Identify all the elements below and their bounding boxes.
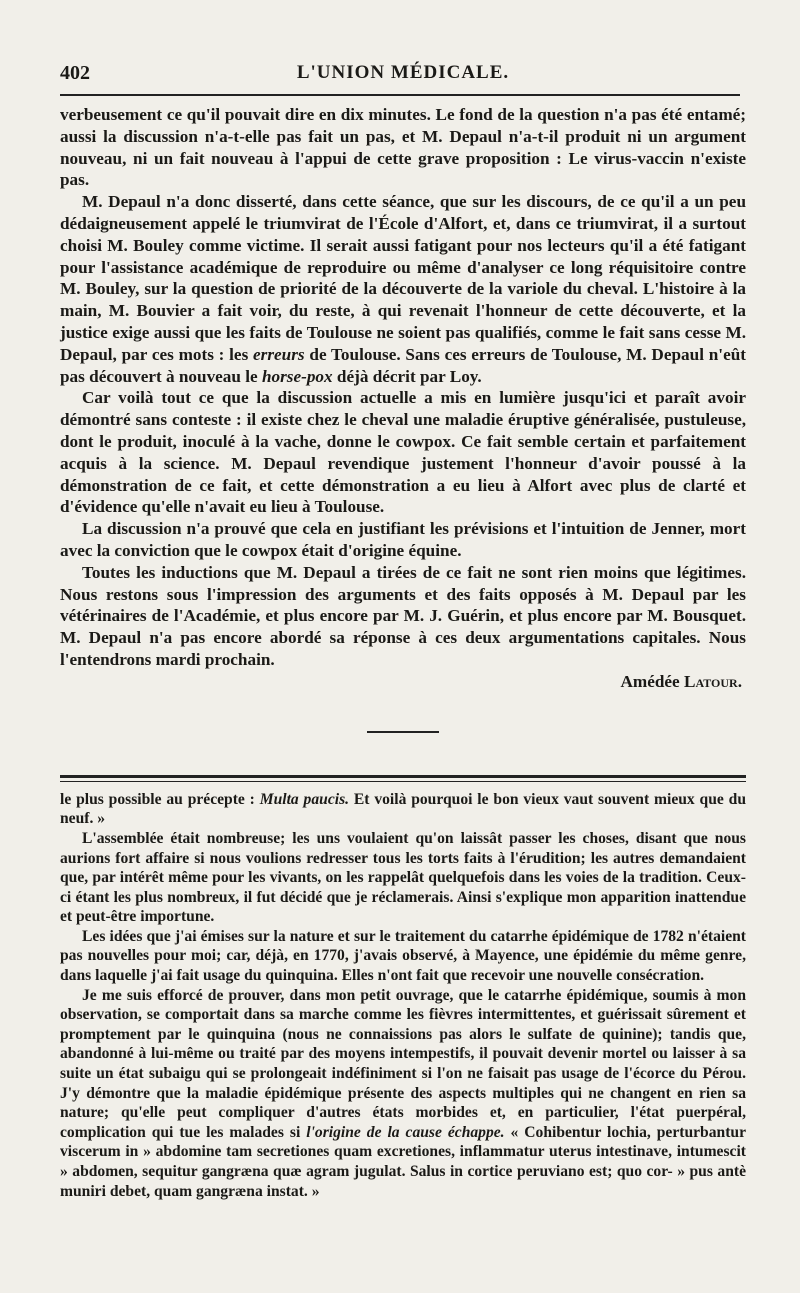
emphasis-multa-paucis: Multa paucis. <box>259 790 350 808</box>
feuilleton-paragraph-1 <box>60 790 746 829</box>
page-header <box>60 56 746 90</box>
text-run: Je me suis efforcé de prouver, dans mon petit ouvrage, que le catarrhe épidémique, soumis à mon observation, se comportait dans sa marche comme les fièvres intermittentes, et guérissait sûrement et promptement par le quinquina (nous ne connaissions pas alors le sulfate de quinine); tandis que, abandonné à lui-même ou traité par des moyens intempestifs, il pouvait devenir mortel ou laisser à sa suite un état subaigu qui se prolongeait indéfiniment si l'on ne faisait pas usage de l'écorce du Pérou. J'y démontre que la maladie épidémique présente des aspects multiples qui ne changent en rien sa nature; qu'elle peut compliquer d'autres états morbides et, en particulier, l'état puerpéral, complication qui tue les malades si <box>60 986 746 1141</box>
article-paragraph-2 <box>60 191 746 387</box>
text-run: de Toulouse. Sans ces erreurs de Toulouse, M. Depaul n'eût pas découvert à nouveau le <box>60 344 746 386</box>
page <box>60 56 746 1201</box>
article-paragraph-5: Toutes les inductions que M. Depaul a tirées de ce fait ne sont rien moins que légitimes. Nous restons sous l'impression des arguments et des faits opposés à M. Depaul par les vétérinaires de l'Académie, et plus encore par M. J. Guérin, et plus encore par M. Bousquet. M. Depaul n'a pas encore abordé sa réponse à ces deux argumentations capitales. Nous l'entendrons mardi prochain. <box>60 562 746 669</box>
feuilleton-paragraph-3: Les idées que j'ai émises sur la nature et sur le traitement du catarrhe épidémique de 1782 n'étaient pas nouvelles pour moi; car, déjà, en 1770, j'avais observé, à Mayence, une épidémie du même genre, dans laquelle j'ai fait usage du quinquina. Elles n'ont fait que recevoir une nouvelle consécration. <box>60 927 746 985</box>
journal-title: L'UNION MÉDICALE. <box>296 62 510 83</box>
emphasis-erreurs: erreurs <box>253 344 305 364</box>
feuilleton-paragraph-2: L'assemblée était nombreuse; les uns voulaient qu'on laissât passer les choses, disant que nous aurions fort affaire si nous voulions redresser tous les torts faits à l'érudition; les autres demandaient que, par intérêt même pour les vivants, on les rappelât quelquefois dans les voies de la tradition. Ceux-ci étant les plus nombreux, il fut décidé que je réclamerais. Ainsi s'explique mon apparition inattendue et peut-être importune. <box>60 829 746 926</box>
text-run: déjà décrit par Loy. <box>332 366 482 386</box>
author-signature <box>60 671 746 693</box>
article-paragraph-4: La discussion n'a prouvé que cela en justifiant les prévisions et l'intuition de Jenner, mort avec la conviction que le cowpox était d'origine équine. <box>60 519 746 560</box>
feuilleton-paragraph-4 <box>60 986 746 1202</box>
author-last-name: Latour. <box>684 671 742 691</box>
feuilleton-separator <box>60 775 746 782</box>
emphasis-origine: l'origine de la cause échappe. <box>306 1123 505 1141</box>
article-paragraph-1: verbeusement ce qu'il pouvait dire en dix minutes. Le fond de la question n'a pas été entamé; aussi la discussion n'a-t-elle pas fait un pas, et M. Depaul n'a-t-il produit ni un argument nouveau, ni un fait nouveau à l'appui de cette grave proposition : Le virus-vaccin n'existe pas. <box>60 105 746 190</box>
text-run: Et voilà pourquoi le bon vieux vaut souvent mieux que du neuf. » <box>60 790 747 828</box>
text-run: M. Depaul n'a donc disserté, dans cette séance, que sur les discours, de ce qu'il a un peu dédaigneusement appelé le triumvirat de l'École d'Alfort, et, dans ce triumvirat, il a surtout choisi M. Bouley comme victime. Il serait aussi fatigant pour nos lecteurs qu'il a été fatigant pour l'assistance académique de reproduire ou même d'analyser ce long réquisitoire contre M. Bouley, sur la question de priorité de la découverte de la variole du cheval. L'histoire à la main, M. Bouvier a fait voir, du reste, à qui revenait l'honneur de cette découverte, et la justice exige aussi que les faits de Toulouse ne soient pas qualifiés, comme le fait sans cesse M. Depaul, par ces mots : les <box>60 192 746 364</box>
feuilleton-body <box>60 790 746 1201</box>
text-run: le plus possible au précepte : <box>60 790 260 808</box>
text-run: « Cohibentur lochia, perturbantur viscerum in » abdomine tam secretiones quam excretiones, inflammatur uterus intestinave, intumescit » abdomen, sequitur gangræna quæ agram jugulat. Salus in cortice peruviano est; quo cor- » pus antè muniri debet, quam gangræna instat. » <box>60 1123 746 1200</box>
end-of-article-rule <box>367 731 439 733</box>
article-body <box>60 104 746 693</box>
header-rule <box>60 94 740 96</box>
author-first-name: Amédée <box>620 671 684 691</box>
page-number: 402 <box>60 62 90 84</box>
emphasis-horse-pox: horse-pox <box>261 366 333 386</box>
article-paragraph-3: Car voilà tout ce que la discussion actuelle a mis en lumière jusqu'ici et paraît avoir démontré sans conteste : il existe chez le cheval une maladie éruptive généralisée, pustuleuse, dont le produit, inoculé à la vache, donne le cowpox. Ce fait semble certain et parfaitement acquis à la science. M. Depaul revendique justement l'honneur d'avoir poussé à la démonstration de ce fait, et cette démonstration a eu lieu à Alfort avec plus de clarté et d'évidence qu'elle n'avait eu lieu à Toulouse. <box>60 388 746 517</box>
